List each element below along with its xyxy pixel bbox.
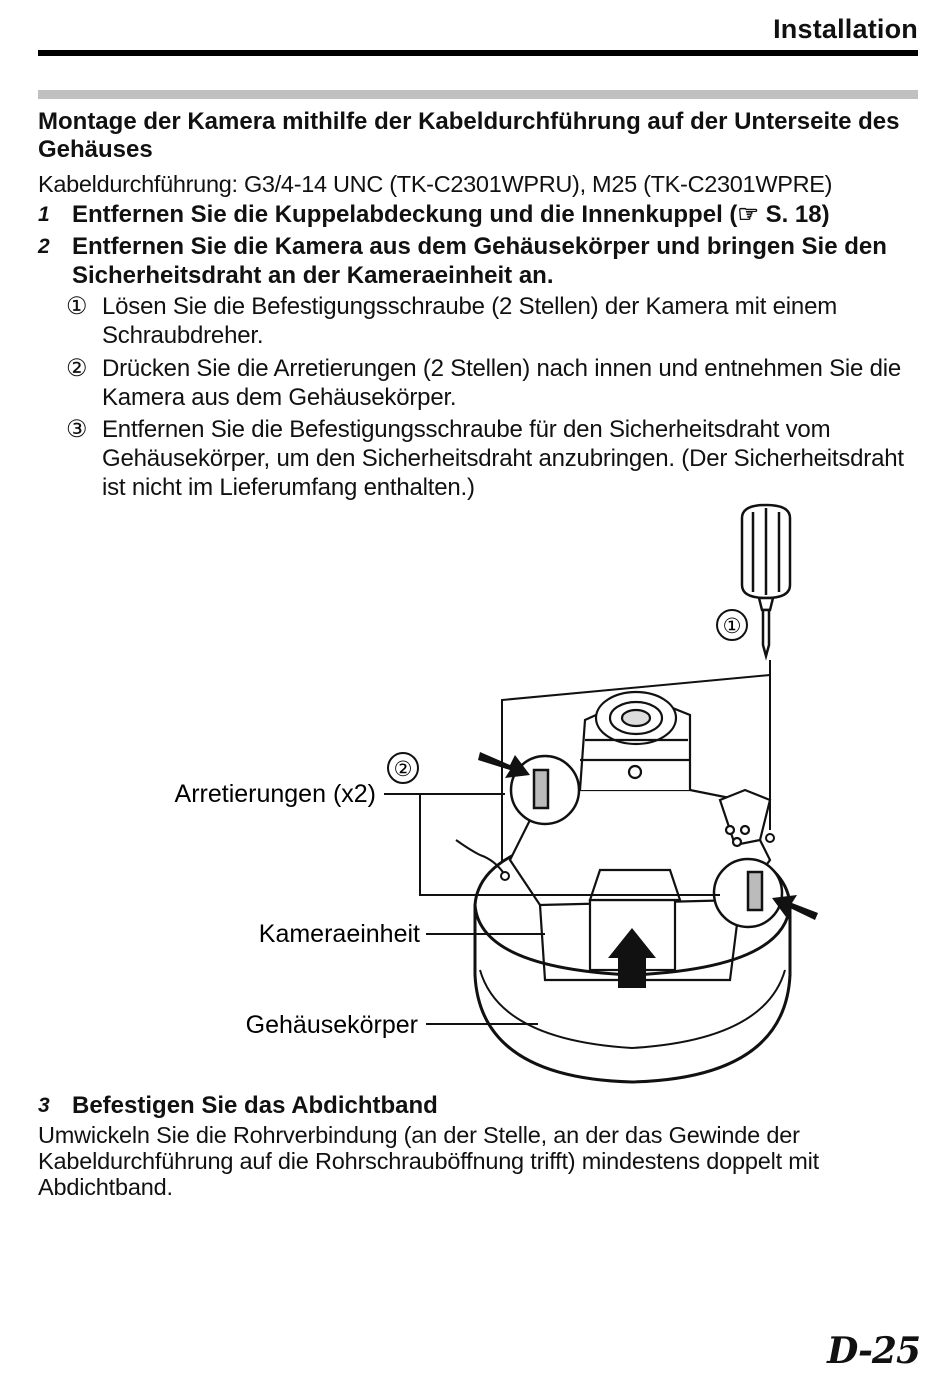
cable-gland-spec: Kabeldurchführung: G3/4-14 UNC (TK-C2301WPRU), M25 (TK-C2301WPRE) [38, 171, 833, 197]
section-divider-bar [38, 90, 918, 99]
screwdriver-illustration [742, 505, 790, 656]
substep-text: Lösen Sie die Befestigungsschraube (2 Stellen) der Kamera mit einem Schraubdreher. [102, 293, 838, 349]
step-text: Befestigen Sie das Abdichtband [72, 1092, 438, 1119]
step-number: 1 [38, 203, 50, 226]
header-title: Installation [773, 14, 918, 44]
step-number: 3 [38, 1094, 50, 1117]
page-number: D-25 [827, 1330, 920, 1372]
substep-marker: ① [66, 293, 88, 320]
label-kameraeinheit: Kameraeinheit [258, 920, 420, 948]
substep-text: Drücken Sie die Arretierungen (2 Stellen) nach innen und entnehmen Sie die Kamera aus dem Gehäusekörper. [102, 355, 902, 411]
camera-installation-diagram [0, 495, 950, 1095]
section-title: Montage der Kamera mithilfe der Kabeldurchführung auf der Unterseite des Gehäuses [38, 108, 900, 163]
callout-2: ② [393, 758, 413, 781]
label-gehaeusekoerper: Gehäusekörper [245, 1011, 418, 1039]
substep-marker: ③ [66, 416, 88, 443]
substep-marker: ② [66, 355, 88, 382]
step-number: 2 [38, 235, 50, 258]
step-text: Entfernen Sie die Kamera aus dem Gehäusekörper und bringen Sie den Sicherheitsdraht an der Kameraeinheit an. [72, 233, 887, 289]
step-text: Entfernen Sie die Kuppelabdeckung und die Innenkuppel (☞ S. 18) [72, 201, 830, 228]
substep-text: Entfernen Sie die Befestigungsschraube für den Sicherheitsdraht vom Gehäusekörper, um den Sicherheitsdraht anzubringen. (Der Sicherheitsdraht ist nicht im Lieferumfang enthalten.) [102, 416, 904, 501]
header-rule [38, 50, 918, 56]
callout-1: ① [722, 615, 742, 638]
label-arretierungen: Arretierungen (x2) [174, 780, 376, 808]
step-3-description: Umwickeln Sie die Rohrverbindung (an der Stelle, an der das Gewinde der Kabeldurchführung auf die Rohrschrauböffnung trifft) mindestens doppelt mit Abdichtband. [38, 1122, 820, 1200]
